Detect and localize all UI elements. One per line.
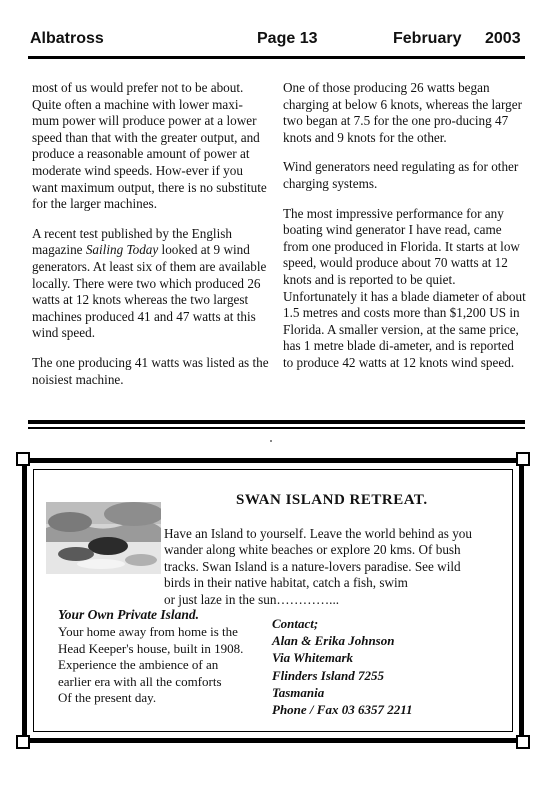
private-island-heading: Your Own Private Island. bbox=[58, 607, 200, 622]
section-divider-bottom bbox=[28, 427, 525, 429]
island-photo-image bbox=[46, 502, 161, 574]
article-column-left bbox=[32, 80, 270, 401]
magazine-title: Sailing Today bbox=[85, 242, 159, 258]
island-photo bbox=[46, 502, 161, 574]
contact-address-line: Tasmania bbox=[272, 684, 325, 700]
frame-corner-ornament bbox=[16, 735, 30, 749]
ad-body-line: Have an Island to yourself. Leave the world behind as you bbox=[164, 526, 472, 541]
contact-label: Contact; bbox=[272, 616, 319, 631]
section-divider-top bbox=[28, 420, 525, 424]
private-line: Your home away from home is the bbox=[58, 624, 238, 639]
advertisement-title: SWAN ISLAND RETREAT. bbox=[236, 492, 428, 508]
article-paragraph: One of those producing 26 watts began charging at below 6 knots, whereas the larger two began at 7.5 for the one pro-ducing 47 knots and 9 knots for the other. bbox=[283, 80, 523, 145]
contact-block bbox=[272, 615, 512, 718]
contact-phone: Phone / Fax 03 6357 2211 bbox=[272, 702, 413, 718]
private-island-description bbox=[58, 624, 268, 707]
contact-names: Alan & Erika Johnson bbox=[272, 633, 395, 649]
frame-corner-ornament bbox=[516, 452, 530, 466]
private-line: Head Keeper's house, built in 1908. bbox=[58, 640, 244, 656]
frame-corner-ornament bbox=[516, 735, 530, 749]
ad-body-line: or just laze in the sun…………... bbox=[164, 591, 340, 607]
speck-mark bbox=[270, 440, 272, 442]
ad-body-line: birds in their native habitat, catch a fish, swim bbox=[164, 575, 408, 591]
frame-corner-ornament bbox=[16, 452, 30, 466]
ad-body-line: wander along white beaches or explore 20 kms. Of bush bbox=[164, 542, 461, 558]
article-paragraph: A recent test published by the English magazine Sailing Today looked at 9 wind generators. At least six of them are available locally. There were two which produced 26 watts at 12 knots whereas the two largest machines produced 41 and 47 watts at this wind speed. bbox=[32, 225, 267, 341]
issue-year: 2003 bbox=[485, 30, 521, 47]
header-rule bbox=[28, 56, 525, 59]
issue-month: February bbox=[393, 30, 462, 47]
article-paragraph: most of us would prefer not to be about. Quite often a machine with lower maxi-mum power will produce power at a lower speed than that with the greater output, and produce a reasonable amount of power at moderate wind speeds. How-ever if you want maximum output, there is no substitute for the larger machines. bbox=[32, 80, 267, 212]
private-line: Experience the ambience of an bbox=[58, 657, 219, 673]
private-line: Of the present day. bbox=[58, 690, 157, 706]
publication-name: Albatross bbox=[30, 30, 104, 47]
ad-body-line: tracks. Swan Island is a nature-lovers paradise. See wild bbox=[164, 558, 461, 574]
advertisement-body bbox=[164, 526, 494, 608]
contact-address-line: Flinders Island 7255 bbox=[272, 667, 384, 683]
article-paragraph: The one producing 41 watts was listed as the noisiest machine. bbox=[32, 354, 269, 387]
contact-address-line: Via Whitemark bbox=[272, 650, 354, 666]
private-line: earlier era with all the comforts bbox=[58, 673, 222, 689]
article-paragraph: Wind generators need regulating as for other charging systems. bbox=[283, 159, 519, 191]
page-number: Page 13 bbox=[257, 30, 318, 47]
article-column-right bbox=[283, 80, 526, 385]
page-header bbox=[30, 30, 525, 52]
article-paragraph: The most impressive performance for any boating wind generator I have read, came from one produced in Florida. It starts at low speed, would produce about 70 watts at 12 knots and is reported to be quiet. Unfortunately it has a blade diameter of about 1.5 metres and costs more than $1,200 US in Florida. A smaller version, at the same price, has 1 metre blade di-ameter, and is reported to produce 42 watts at 12 knots wind speed. bbox=[283, 205, 526, 370]
